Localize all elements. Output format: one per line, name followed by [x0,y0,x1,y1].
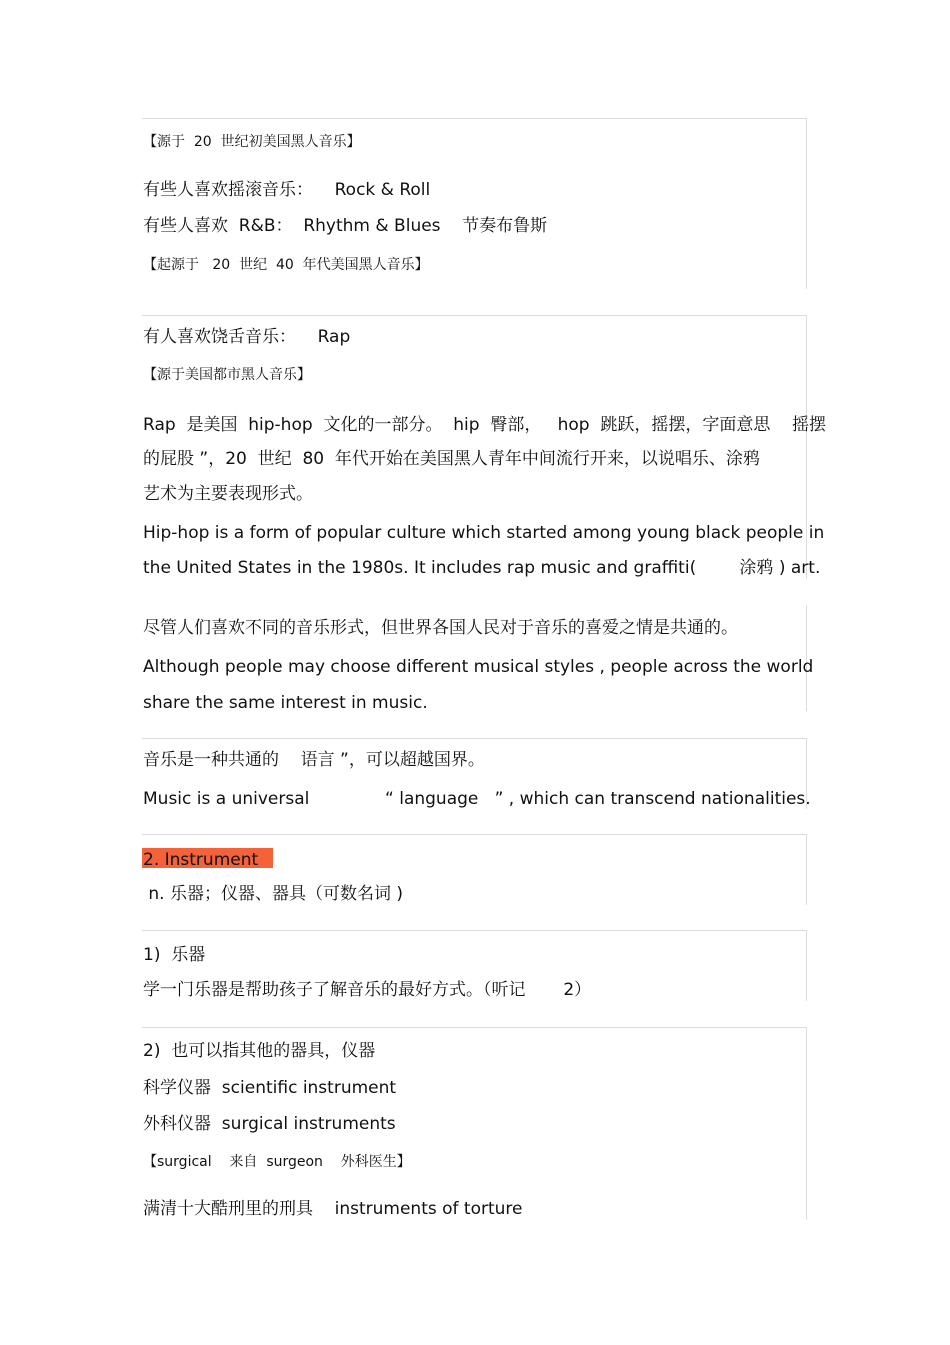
rock-line: 有些人喜欢摇滚音乐： Rock & Roll [143,180,431,200]
meaning-1-example: 学一门乐器是帮助孩子了解音乐的最好方式。（听记 2） [143,980,592,1000]
common-cn: 尽管人们喜欢不同的音乐形式，但世界各国人民对于音乐的喜爱之情是共通的。 [143,618,738,638]
rnb-line: 有些人喜欢 R&B： Rhythm & Blues 节奏布鲁斯 [143,216,548,236]
instrument-heading: 2. Instrument [143,850,259,870]
rnb-origin-note: 【起源于 20 世纪 40 年代美国黑人音乐】 [143,257,429,273]
rap-origin-note: 【源于美国都市黑人音乐】 [143,367,311,383]
meaning-2-example-2: 外科仪器 surgical instruments [143,1114,396,1134]
rap-cn-line-2: 的屁股 ”，20 世纪 80 年代开始在美国黑人青年中间流行开来，以说唱乐、涂鸦 [143,449,760,469]
common-en-line-2: share the same interest in music. [143,693,428,713]
language-cn: 音乐是一种共通的 语言 ”，可以超越国界。 [143,750,485,770]
common-en-line-1: Although people may choose different musical styles , people across the world [143,657,814,677]
surgical-note: 【surgical 来自 surgeon 外科医生】 [143,1154,411,1170]
meaning-2-example-3: 满清十大酷刑里的刑具 instruments of torture [143,1199,523,1219]
meaning-2-title: 2) 也可以指其他的器具，仪器 [143,1041,376,1061]
instrument-definition: n. 乐器；仪器、器具（可数名词 ) [143,884,404,904]
meaning-1-title: 1) 乐器 [143,945,206,965]
rap-cn-line-3: 艺术为主要表现形式。 [143,484,313,504]
hiphop-en-line-2: the United States in the 1980s. It includes rap music and graffiti( 涂鸦 ) art. [143,558,821,578]
meaning-2-example-1: 科学仪器 scientific instrument [143,1078,397,1098]
rap-cn-line-1: Rap 是美国 hip-hop 文化的一部分。 hip 臀部， hop 跳跃，摇摆，字面意思 摇摆 [143,415,826,435]
origin-note: 【源于 20 世纪初美国黑人音乐】 [143,134,361,150]
language-en: Music is a universal “ language ” , which can transcend nationalities. [143,789,811,809]
rap-line: 有人喜欢饶舌音乐： Rap [143,327,351,347]
hiphop-en-line-1: Hip-hop is a form of popular culture which started among young black people in [143,523,825,543]
